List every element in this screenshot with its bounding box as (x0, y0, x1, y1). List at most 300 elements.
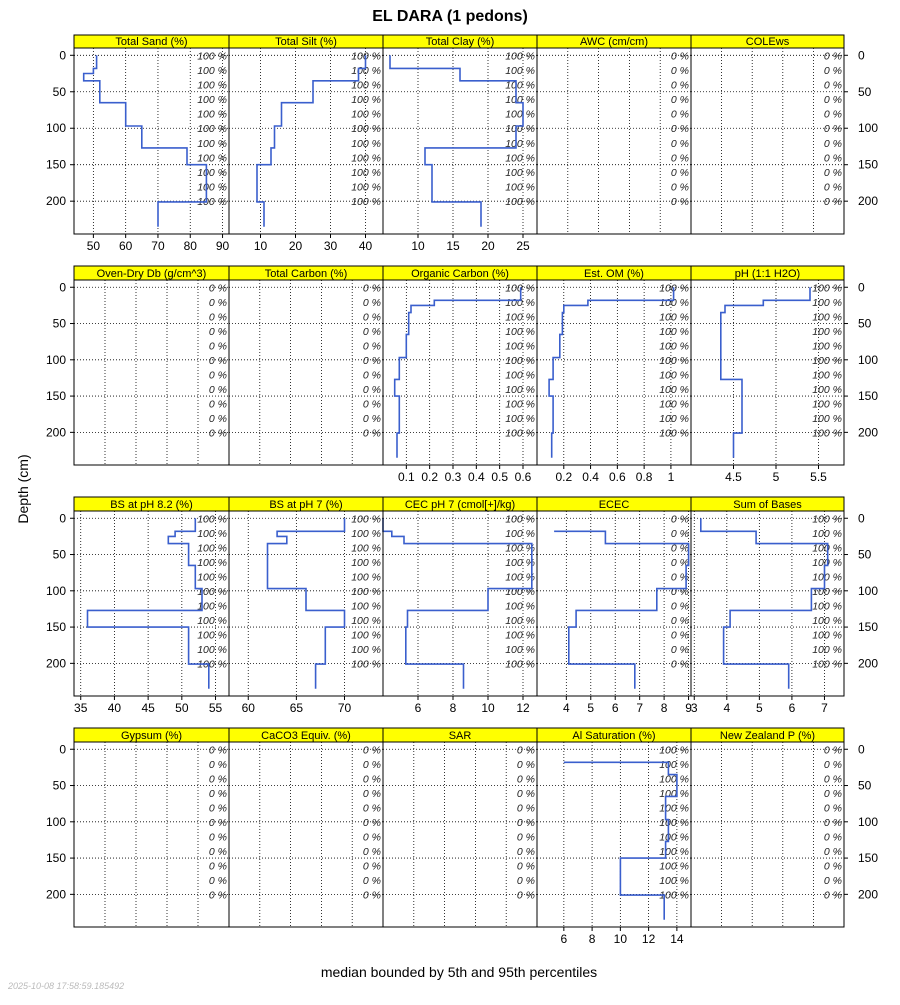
x-tick-label: 0.3 (444, 470, 462, 484)
panel-title: New Zealand P (%) (719, 730, 816, 742)
panel (383, 266, 537, 484)
panels-layer (46, 35, 878, 946)
y-tick-label: 150 (45, 620, 66, 635)
data-pct-label: 100 % (197, 527, 227, 540)
data-pct-label: 100 % (351, 513, 381, 526)
data-pct-label: 100 % (812, 427, 842, 440)
data-pct-label: 0 % (823, 874, 842, 887)
y-tick-label: 0 (858, 48, 865, 63)
panel-title: SAR (448, 730, 472, 742)
data-pct-label: 0 % (823, 167, 842, 179)
data-pct-label: 0 % (208, 831, 227, 844)
data-pct-label: 100 % (505, 311, 535, 324)
data-pct-label: 0 % (823, 79, 842, 92)
data-pct-label: 100 % (812, 571, 842, 584)
data-pct-label: 100 % (812, 311, 842, 324)
data-pct-label: 0 % (362, 427, 381, 440)
data-pct-label: 0 % (823, 152, 842, 165)
panel-frame (229, 280, 383, 465)
panel (383, 728, 537, 927)
y-tick-label: 50 (52, 316, 66, 331)
data-pct-label: 100 % (351, 614, 381, 627)
data-pct-label: 100 % (351, 527, 381, 540)
data-pct-label: 100 % (812, 614, 842, 627)
data-pct-label: 0 % (670, 137, 689, 150)
data-pct-label: 100 % (659, 889, 689, 902)
data-pct-label: 0 % (823, 845, 842, 858)
data-pct-label: 0 % (823, 787, 842, 800)
y-tick-label: 200 (45, 656, 66, 671)
x-tick-label: 5.5 (810, 470, 827, 484)
data-pct-label: 0 % (823, 773, 842, 786)
data-pct-label: 100 % (505, 325, 535, 338)
data-pct-label: 100 % (812, 542, 842, 555)
panel (46, 728, 229, 927)
data-pct-label: 0 % (670, 542, 689, 555)
data-pct-label: 0 % (208, 383, 227, 396)
data-pct-label: 100 % (659, 383, 689, 396)
data-pct-label: 100 % (659, 874, 689, 887)
x-tick-label: 7 (636, 701, 644, 715)
data-pct-label: 0 % (823, 744, 842, 757)
data-pct-label: 100 % (197, 585, 227, 598)
data-pct-label: 100 % (351, 556, 381, 569)
data-pct-label: 100 % (505, 296, 535, 309)
data-pct-label: 100 % (659, 773, 689, 786)
data-pct-label: 0 % (670, 79, 689, 92)
data-pct-label: 100 % (659, 758, 689, 771)
data-pct-label: 100 % (812, 629, 842, 642)
data-pct-label: 100 % (812, 527, 842, 540)
data-pct-label: 0 % (208, 860, 227, 873)
x-tick-label: 3 (690, 701, 698, 715)
data-pct-label: 100 % (659, 282, 689, 295)
data-pct-label: 100 % (659, 412, 689, 425)
data-pct-label: 100 % (197, 50, 227, 63)
x-tick-label: 0.5 (491, 470, 509, 484)
y-tick-label: 50 (858, 778, 872, 793)
panel-title: Total Clay (%) (425, 36, 495, 48)
y-tick-label: 100 (858, 121, 879, 136)
x-tick-label: 5 (772, 470, 780, 484)
data-pct-label: 0 % (208, 340, 227, 353)
data-pct-label: 100 % (812, 354, 842, 367)
data-pct-label: 100 % (197, 181, 227, 194)
data-pct-label: 0 % (823, 108, 842, 121)
data-pct-label: 100 % (659, 744, 689, 757)
data-pct-label: 100 % (351, 64, 381, 77)
data-pct-label: 0 % (823, 816, 842, 829)
data-pct-label: 100 % (659, 845, 689, 858)
y-tick-label: 100 (858, 814, 879, 829)
data-pct-label: 0 % (208, 311, 227, 324)
data-pct-label: 0 % (516, 889, 535, 902)
panel-title: Sum of Bases (733, 499, 802, 511)
data-pct-label: 100 % (659, 354, 689, 367)
data-pct-label: 100 % (505, 167, 535, 179)
data-pct-label: 100 % (505, 614, 535, 627)
data-pct-label: 100 % (505, 383, 535, 396)
y-tick-label: 0 (59, 742, 66, 757)
data-pct-label: 100 % (197, 571, 227, 584)
data-pct-label: 100 % (812, 513, 842, 526)
x-tick-label: 0.2 (555, 470, 573, 484)
panel-frame (537, 511, 691, 696)
data-pct-label: 0 % (208, 325, 227, 338)
panel (229, 728, 383, 927)
y-tick-label: 100 (45, 814, 66, 829)
x-tick-label: 70 (151, 239, 165, 253)
panel-title: Total Carbon (%) (264, 268, 348, 280)
data-pct-label: 100 % (197, 94, 227, 107)
data-pct-label: 100 % (812, 325, 842, 338)
data-pct-label: 0 % (208, 282, 227, 295)
data-pct-label: 100 % (505, 513, 535, 526)
data-pct-label: 100 % (351, 658, 381, 671)
data-pct-label: 0 % (670, 123, 689, 136)
data-pct-label: 0 % (208, 398, 227, 411)
panel (691, 497, 878, 715)
data-pct-label: 0 % (516, 845, 535, 858)
data-pct-label: 0 % (823, 50, 842, 63)
panel (229, 35, 383, 253)
data-pct-label: 100 % (351, 542, 381, 555)
panel-title: Gypsum (%) (120, 730, 183, 742)
data-pct-label: 0 % (362, 296, 381, 309)
data-pct-label: 100 % (505, 658, 535, 671)
y-tick-label: 0 (858, 742, 865, 757)
panel (229, 266, 383, 465)
y-tick-label: 0 (858, 280, 865, 295)
panel-title: Total Sand (%) (115, 36, 188, 48)
data-pct-label: 0 % (208, 816, 227, 829)
data-pct-label: 100 % (197, 600, 227, 613)
data-pct-label: 0 % (362, 845, 381, 858)
panel (229, 497, 383, 715)
data-pct-label: 0 % (670, 50, 689, 63)
x-tick-label: 8 (588, 932, 596, 946)
data-pct-label: 0 % (516, 773, 535, 786)
data-pct-label: 0 % (362, 340, 381, 353)
data-pct-label: 0 % (208, 758, 227, 771)
data-pct-label: 100 % (505, 600, 535, 613)
panel (537, 35, 691, 234)
data-pct-label: 0 % (362, 787, 381, 800)
x-tick-label: 90 (215, 239, 230, 253)
data-pct-label: 0 % (516, 758, 535, 771)
panel-frame (383, 742, 537, 927)
data-pct-label: 100 % (197, 108, 227, 121)
data-pct-label: 100 % (197, 614, 227, 627)
data-pct-label: 100 % (351, 123, 381, 136)
data-pct-label: 0 % (823, 831, 842, 844)
data-pct-label: 100 % (505, 412, 535, 425)
x-tick-label: 0.8 (635, 470, 653, 484)
data-pct-label: 100 % (197, 542, 227, 555)
data-pct-label: 100 % (351, 196, 381, 209)
x-tick-label: 30 (323, 239, 338, 253)
y-tick-label: 200 (858, 425, 879, 440)
x-tick-label: 70 (337, 701, 352, 715)
data-pct-label: 100 % (197, 123, 227, 136)
data-pct-label: 100 % (351, 571, 381, 584)
x-tick-label: 20 (288, 239, 303, 253)
data-pct-label: 0 % (823, 181, 842, 194)
data-pct-label: 0 % (362, 383, 381, 396)
data-pct-label: 100 % (812, 585, 842, 598)
data-pct-label: 100 % (659, 860, 689, 873)
data-pct-label: 100 % (505, 369, 535, 382)
data-pct-label: 100 % (351, 167, 381, 179)
data-pct-label: 100 % (659, 427, 689, 440)
series-line (84, 55, 207, 226)
data-pct-label: 0 % (362, 744, 381, 757)
data-pct-label: 100 % (197, 556, 227, 569)
data-pct-label: 100 % (351, 50, 381, 63)
data-pct-label: 0 % (670, 94, 689, 107)
panel-title: Al Saturation (%) (572, 730, 656, 742)
data-pct-label: 0 % (670, 181, 689, 194)
data-pct-label: 0 % (670, 571, 689, 584)
data-pct-label: 0 % (208, 369, 227, 382)
x-tick-label: 40 (107, 701, 122, 715)
data-pct-label: 0 % (208, 354, 227, 367)
data-pct-label: 0 % (670, 167, 689, 179)
data-pct-label: 0 % (362, 369, 381, 382)
data-pct-label: 100 % (659, 311, 689, 324)
data-pct-label: 100 % (812, 282, 842, 295)
panel-frame (537, 48, 691, 234)
data-pct-label: 0 % (516, 816, 535, 829)
data-pct-label: 0 % (670, 556, 689, 569)
y-tick-label: 100 (45, 352, 66, 367)
x-tick-label: 60 (241, 701, 255, 715)
data-pct-label: 0 % (362, 773, 381, 786)
data-pct-label: 0 % (362, 282, 381, 295)
panel (46, 35, 230, 253)
data-pct-label: 100 % (197, 196, 227, 209)
y-tick-label: 0 (858, 511, 865, 526)
x-tick-label: 5 (756, 701, 763, 715)
panel (383, 497, 537, 715)
y-tick-label: 150 (858, 620, 879, 635)
x-tick-label: 8 (449, 701, 457, 715)
data-pct-label: 100 % (505, 152, 535, 165)
data-pct-label: 100 % (812, 658, 842, 671)
data-pct-label: 0 % (823, 123, 842, 136)
x-tick-label: 9 (685, 701, 692, 715)
data-pct-label: 0 % (670, 643, 689, 656)
data-pct-label: 100 % (812, 383, 842, 396)
data-pct-label: 0 % (208, 787, 227, 800)
data-pct-label: 100 % (505, 571, 535, 584)
data-pct-label: 0 % (362, 758, 381, 771)
y-tick-label: 100 (858, 583, 879, 598)
data-pct-label: 0 % (362, 889, 381, 902)
y-tick-label: 200 (45, 425, 66, 440)
y-axis-label: Depth (cm) (15, 454, 31, 524)
panel (46, 497, 229, 715)
x-tick-label: 6 (560, 932, 568, 946)
panel (691, 35, 878, 234)
y-tick-label: 200 (858, 887, 879, 902)
data-pct-label: 100 % (812, 556, 842, 569)
data-pct-label: 100 % (351, 181, 381, 194)
data-pct-label: 0 % (670, 108, 689, 121)
x-tick-label: 0.6 (514, 470, 532, 484)
data-pct-label: 100 % (351, 585, 381, 598)
data-pct-label: 0 % (670, 614, 689, 627)
data-pct-label: 100 % (197, 137, 227, 150)
panel-title: CaCO3 Equiv. (%) (261, 730, 351, 742)
data-pct-label: 0 % (823, 94, 842, 107)
data-pct-label: 0 % (208, 412, 227, 425)
data-pct-label: 0 % (823, 196, 842, 209)
panel-title: Oven-Dry Db (g/cm^3) (96, 268, 207, 280)
data-pct-label: 100 % (351, 94, 381, 107)
data-pct-label: 0 % (208, 773, 227, 786)
x-tick-label: 10 (613, 932, 628, 946)
data-pct-label: 0 % (670, 585, 689, 598)
data-pct-label: 100 % (505, 181, 535, 194)
data-pct-label: 100 % (505, 643, 535, 656)
y-tick-label: 50 (858, 316, 872, 331)
y-tick-label: 200 (858, 656, 879, 671)
x-tick-label: 0.2 (421, 470, 439, 484)
x-tick-label: 60 (118, 239, 133, 253)
y-tick-label: 150 (858, 157, 879, 172)
x-tick-label: 10 (481, 701, 495, 715)
data-pct-label: 0 % (362, 831, 381, 844)
panel (691, 728, 878, 927)
y-tick-label: 150 (45, 389, 66, 404)
data-pct-label: 0 % (823, 64, 842, 77)
data-pct-label: 100 % (505, 527, 535, 540)
y-tick-label: 100 (45, 121, 66, 136)
data-pct-label: 0 % (516, 874, 535, 887)
data-pct-label: 100 % (197, 64, 227, 77)
data-pct-label: 100 % (659, 296, 689, 309)
x-tick-label: 6 (788, 701, 796, 715)
data-pct-label: 100 % (197, 152, 227, 165)
x-tick-label: 25 (516, 239, 530, 253)
x-tick-label: 6 (611, 701, 619, 715)
data-pct-label: 0 % (208, 744, 227, 757)
y-tick-label: 100 (858, 352, 879, 367)
data-pct-label: 100 % (659, 369, 689, 382)
y-tick-label: 50 (52, 547, 66, 562)
x-tick-label: 4.5 (725, 470, 742, 484)
data-pct-label: 100 % (505, 282, 535, 295)
panel-title: CEC pH 7 (cmol[+]/kg) (404, 499, 516, 511)
x-tick-label: 14 (670, 932, 684, 946)
x-tick-label: 50 (175, 701, 189, 715)
y-tick-label: 150 (858, 851, 879, 866)
y-tick-label: 50 (858, 547, 872, 562)
data-pct-label: 0 % (516, 831, 535, 844)
y-tick-label: 100 (45, 583, 66, 598)
panel-frame (74, 280, 229, 465)
data-pct-label: 0 % (208, 889, 227, 902)
x-tick-label: 12 (516, 701, 530, 715)
data-pct-label: 100 % (505, 108, 535, 121)
data-pct-label: 100 % (351, 152, 381, 165)
data-pct-label: 0 % (670, 152, 689, 165)
panel-frame (691, 48, 844, 234)
x-tick-label: 0.6 (609, 470, 626, 484)
data-pct-label: 0 % (362, 802, 381, 815)
data-pct-label: 100 % (659, 831, 689, 844)
data-pct-label: 100 % (812, 643, 842, 656)
x-tick-label: 80 (183, 239, 197, 253)
data-pct-label: 100 % (505, 94, 535, 107)
data-pct-label: 0 % (362, 412, 381, 425)
data-pct-label: 0 % (670, 64, 689, 77)
panel-title: pH (1:1 H2O) (734, 268, 801, 280)
x-tick-label: 65 (289, 701, 304, 715)
data-pct-label: 100 % (812, 340, 842, 353)
data-pct-label: 0 % (208, 296, 227, 309)
x-tick-label: 45 (141, 701, 155, 715)
panel-title: Est. OM (%) (584, 268, 644, 280)
x-tick-label: 15 (446, 239, 460, 253)
series-line (268, 518, 345, 688)
data-pct-label: 100 % (197, 629, 227, 642)
data-pct-label: 0 % (208, 427, 227, 440)
data-pct-label: 0 % (670, 600, 689, 613)
data-pct-label: 100 % (505, 196, 535, 209)
x-tick-label: 0.4 (467, 470, 485, 484)
x-tick-label: 20 (481, 239, 495, 253)
data-pct-label: 100 % (197, 167, 227, 179)
data-pct-label: 0 % (362, 860, 381, 873)
y-tick-label: 150 (45, 157, 66, 172)
data-pct-label: 0 % (823, 889, 842, 902)
x-tick-label: 10 (253, 239, 268, 253)
panel-title: ECEC (598, 499, 630, 511)
data-pct-label: 0 % (362, 354, 381, 367)
panel (537, 728, 691, 946)
data-pct-label: 100 % (659, 802, 689, 815)
data-pct-label: 0 % (362, 398, 381, 411)
data-pct-label: 100 % (351, 643, 381, 656)
data-pct-label: 100 % (351, 629, 381, 642)
chart-title: EL DARA (1 pedons) (372, 8, 528, 25)
data-pct-label: 0 % (208, 845, 227, 858)
data-pct-label: 0 % (670, 658, 689, 671)
data-pct-label: 0 % (670, 527, 689, 540)
data-pct-label: 100 % (812, 296, 842, 309)
x-tick-label: 4 (723, 701, 731, 715)
y-tick-label: 0 (59, 511, 66, 526)
data-pct-label: 0 % (362, 816, 381, 829)
data-pct-label: 100 % (505, 50, 535, 63)
y-tick-label: 0 (59, 48, 66, 63)
data-pct-label: 100 % (812, 600, 842, 613)
panel-frame (691, 742, 844, 927)
data-pct-label: 100 % (659, 325, 689, 338)
y-tick-label: 50 (858, 84, 872, 99)
y-tick-label: 200 (45, 887, 66, 902)
panel (383, 35, 537, 253)
data-pct-label: 100 % (505, 556, 535, 569)
data-pct-label: 0 % (362, 325, 381, 338)
data-pct-label: 0 % (823, 758, 842, 771)
y-tick-label: 150 (45, 851, 66, 866)
data-pct-label: 0 % (362, 311, 381, 324)
x-tick-label: 50 (86, 239, 101, 253)
y-tick-label: 150 (858, 389, 879, 404)
